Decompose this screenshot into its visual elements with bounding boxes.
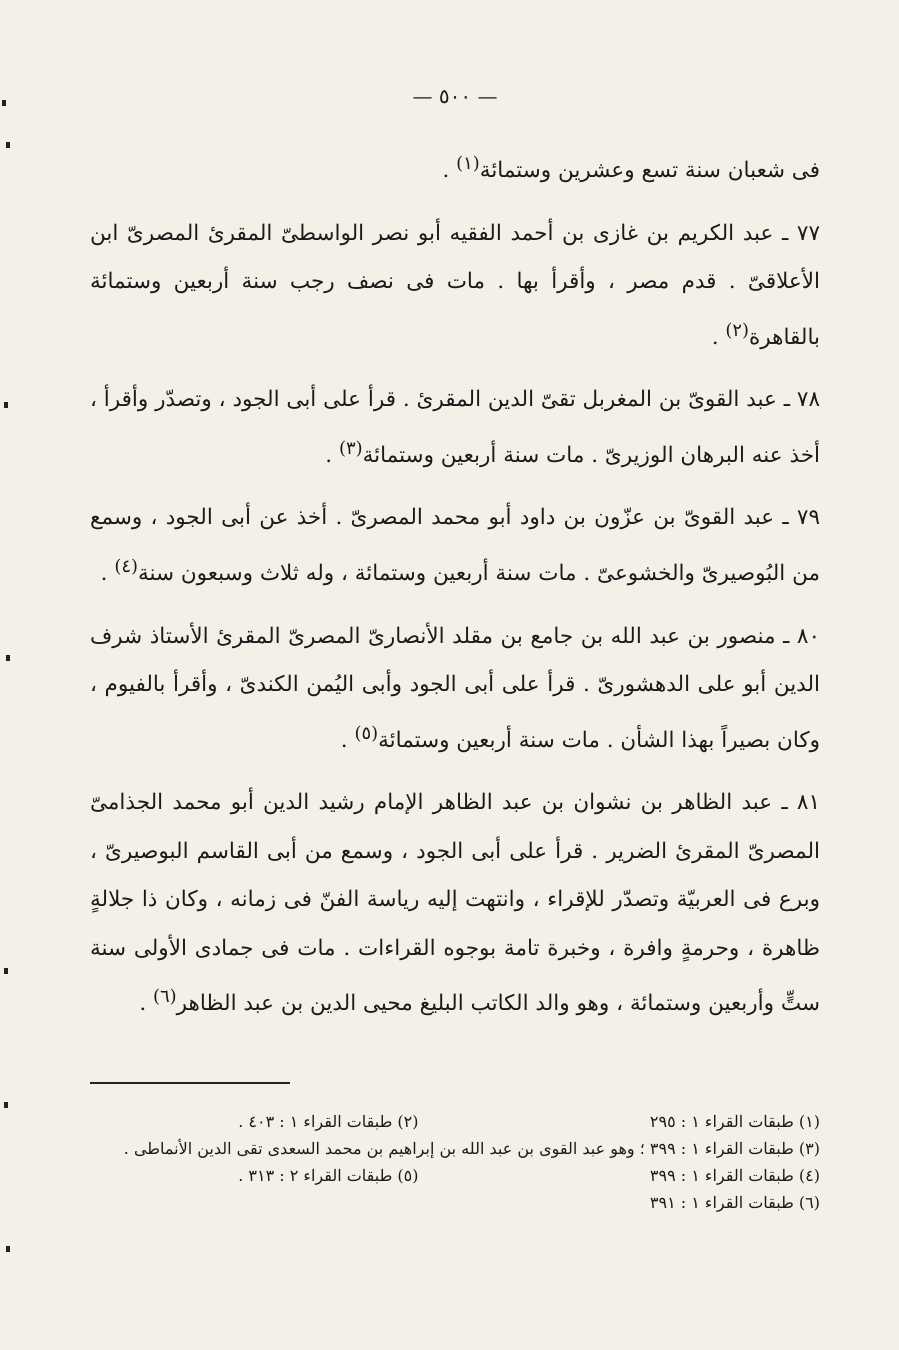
footnote-divider [90,1082,290,1084]
footnote-5: (٥) طبقات القراء ٢ : ٣١٣ . [238,1166,419,1185]
margin-mark [4,1102,8,1108]
footnote-6: (٦) طبقات القراء ١ : ٣٩١ [649,1193,820,1212]
footnote-ref: (٥) [354,722,379,744]
margin-mark [6,142,10,148]
margin-mark [4,968,8,974]
entry-80: ٨٠ ـ منصور بن عبد الله بن جامع بن مقلد الأنصارىّ المصرىّ المقرئ الأستاذ شرف الدين أبو على الدهشورىّ . قرأ على أبى الجود وأبى اليُمن الكندىّ ، وأقرأ بالفيوم ، وكان بصيراً بهذا الشأن . مات سنة أربعين وستمائة$^{(٥)}$ . [90,623,820,753]
entry-text: ٨٠ ـ منصور بن عبد الله بن جامع بن مقلد الأنصارىّ المصرىّ المقرئ الأستاذ شرف الدين أبو على الدهشورىّ . قرأ على أبى الجود وأبى اليُمن الكندىّ ، وأقرأ بالفيوم ، وكان بصيراً بهذا الشأن . مات سنة أربعين وستمائة [90,623,820,753]
margin-mark [2,100,6,106]
margin-mark [4,402,8,408]
page-number: — ٥٠٠ — [412,84,498,108]
entry-78: ٧٨ ـ عبد القوىّ بن المغربل تقىّ الدين المقرئ . قرأ على أبى الجود ، وتصدّر وأقرأ ، أخذ عنه البرهان الوزيرىّ . مات سنة أربعين وستمائة$^{(٣)}$ . [90,387,820,468]
entry-text: ٧٨ ـ عبد القوىّ بن المغربل تقىّ الدين المقرئ . قرأ على أبى الجود ، وتصدّر وأقرأ ، أخذ عنه البرهان الوزيرىّ . مات سنة أربعين وستمائة [90,387,820,468]
footnote-row [90,1162,820,1189]
footnote-ref: (٣) [338,437,363,459]
entry-77: ٧٧ ـ عبد الكريم بن غازى بن أحمد الفقيه أبو نصر الواسطىّ المقرئ المصرىّ ابن الأعلاقىّ . قدم مصر ، وأقرأ بها . مات فى نصف رجب سنة أربعين وستمائة بالقاهرة$^{(٢)}$ . [90,220,820,350]
intro-line: فى شعبان سنة تسع وعشرين وستمائة [479,158,820,184]
document-page [90,0,820,1350]
footnote-1: (١) طبقات القراء ١ : ٢٩٥ [649,1112,820,1131]
entry-81: ٨١ ـ عبد الظاهر بن نشوان بن عبد الظاهر الإمام رشيد الدين أبو محمد الجذامىّ المصرىّ المقرئ الضرير . قرأ على أبى الجود ، وسمع من أبى القاسم البوصيرىّ ، وبرع فى العربيّة وتصدّر للإقراء ، وانتهت إليه رياسة الفنّ فى زمانه ، وكان ذا جلالةٍ ظاهرة ، وحرمةٍ وافرة ، وخبرة تامة بوجوه القراءات . مات فى جمادى الأولى سنة ستٍّ وأربعين وستمائة ، وهو والد الكاتب البليغ محيى الدين بن عبد الظاهر$^{(٦)}$ . [90,790,820,1017]
intro-paragraph: فى شعبان سنة تسع وعشرين وستمائة$^{(١)}$ . [442,153,820,184]
footnote-ref: (٤) [114,555,138,577]
footnote-ref: (١) [456,153,480,174]
footnote-row [90,1108,820,1135]
footnote-2: (٢) طبقات القراء ١ : ٤٠٣ . [238,1112,419,1131]
footnote-row [90,1189,820,1216]
body-text [90,140,820,1029]
entry-79: ٧٩ ـ عبد القوىّ بن عزّون بن داود أبو محمد المصرىّ . أخذ عن أبى الجود ، وسمع من البُوصيرىّ والخشوعىّ . مات سنة أربعين وستمائة ، وله ثلاث وسبعون سنة$^{(٤)}$ . [90,505,820,587]
entry-text: ٨١ ـ عبد الظاهر بن نشوان بن عبد الظاهر الإمام رشيد الدين أبو محمد الجذامىّ المصرىّ المقرئ الضرير . قرأ على أبى الجود ، وسمع من أبى القاسم البوصيرىّ ، وبرع فى العربيّة وتصدّر للإقراء ، وانتهت إليه رياسة الفنّ فى زمانه ، وكان ذا جلالةٍ ظاهرة ، وحرمةٍ وافرة ، وخبرة تامة بوجوه القراءات . مات فى جمادى الأولى سنة ستٍّ وأربعين وستمائة ، وهو والد الكاتب البليغ محيى الدين بن عبد الظاهر [90,790,820,1017]
footnote-ref: (٢) [725,319,750,341]
margin-mark [6,1246,10,1252]
entry-text: ٧٧ ـ عبد الكريم بن غازى بن أحمد الفقيه أبو نصر الواسطىّ المقرئ المصرىّ ابن الأعلاقىّ . قدم مصر ، وأقرأ بها . مات فى نصف رجب سنة أربعين وستمائة بالقاهرة [90,220,820,350]
footnote-ref: (٦) [153,986,177,1008]
footnote-3: (٣) طبقات القراء ١ : ٣٩٩ ؛ وهو عبد القوى بن عبد الله بن إبراهيم بن محمد السعدى تقى الدين الأنماطى . [123,1139,820,1158]
footnote-4: (٤) طبقات القراء ١ : ٣٩٩ [649,1166,820,1185]
entry-text: ٧٩ ـ عبد القوىّ بن عزّون بن داود أبو محمد المصرىّ . أخذ عن أبى الجود ، وسمع من البُوصيرىّ والخشوعىّ . مات سنة أربعين وستمائة ، وله ثلاث وسبعون سنة [90,505,820,587]
footnotes [90,1108,820,1216]
margin-mark [6,655,10,661]
